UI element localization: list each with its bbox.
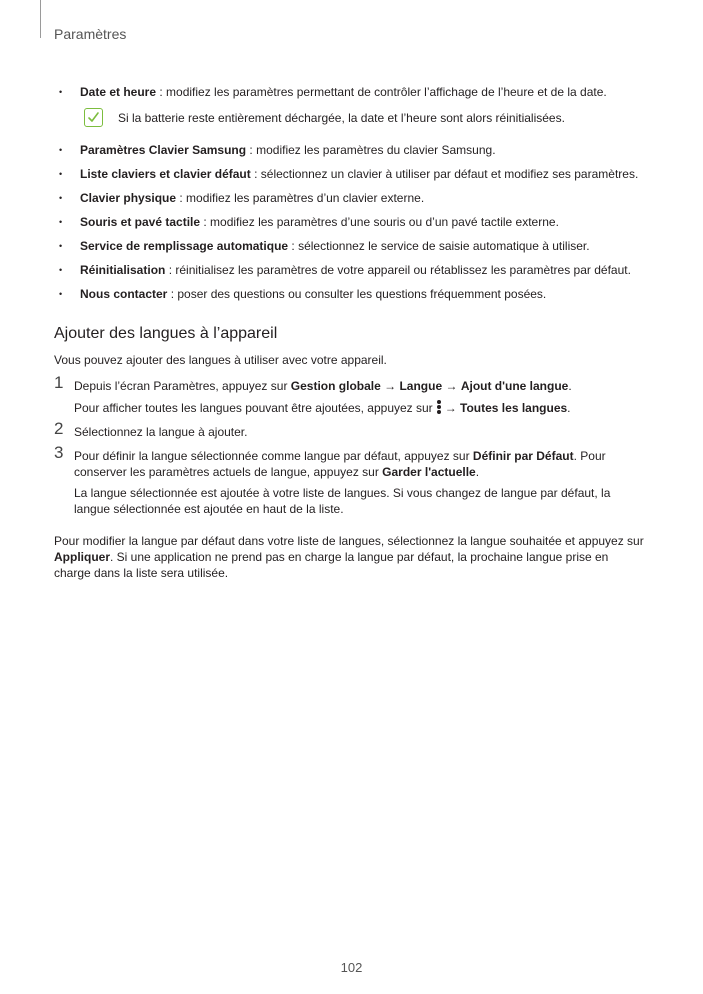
list-item — [54, 238, 648, 254]
list-item-desc: : réinitialisez les paramètres de votre appareil ou rétablissez les paramètres par défaut. — [165, 263, 631, 277]
list-item-desc: : poser des questions ou consulter les questions fréquemment posées. — [167, 287, 547, 301]
step-number: 1 — [54, 373, 64, 392]
step-3 — [54, 443, 648, 517]
list-item-desc: : modifiez les paramètres du clavier Samsung. — [246, 143, 496, 157]
list-item-term: Nous contacter — [80, 287, 168, 301]
list-item — [54, 166, 648, 182]
closing-paragraph — [54, 533, 648, 581]
step-text-part: . — [568, 379, 572, 393]
list-item — [54, 190, 648, 206]
list-item — [54, 286, 648, 302]
arrow-icon: → — [444, 401, 461, 415]
arrow-icon: → — [442, 379, 461, 393]
menu-path-langue: Langue — [399, 379, 443, 393]
steps-list — [54, 373, 648, 517]
step-text-part: Pour afficher toutes les langues pouvant être ajoutées, appuyez sur — [74, 401, 433, 415]
header-rule — [40, 0, 41, 38]
step-text-part: . — [567, 401, 571, 415]
step-number: 3 — [54, 443, 64, 462]
option-garder-actuelle: Garder l'actuelle — [382, 465, 476, 479]
menu-path-ajout-langue: Ajout d'une langue — [460, 379, 569, 393]
settings-list-top — [54, 84, 648, 100]
closing-text-part: Pour modifier la langue par défaut dans votre liste de langues, sélectionnez la langue souhaitée et appuyez sur — [54, 534, 644, 548]
page-content — [54, 84, 648, 593]
section-heading: Ajouter des langues à l’appareil — [54, 325, 278, 342]
option-appliquer: Appliquer — [54, 550, 110, 564]
list-item-term: Date et heure — [80, 85, 157, 99]
more-options-icon — [436, 399, 442, 415]
page-number: 102 — [340, 960, 363, 975]
step-subtext: La langue sélectionnée est ajoutée à votre liste de langues. Si vous changez de langue par défaut, la langue sélectionnée est ajoutée en haut de la liste. — [74, 486, 611, 516]
list-item — [54, 214, 648, 230]
menu-path-toutes-langues: Toutes les langues — [460, 401, 568, 415]
step-number: 2 — [54, 419, 64, 438]
list-item-desc: : modifiez les paramètres d’une souris ou d’un pavé tactile externe. — [200, 215, 559, 229]
list-item-desc: : sélectionnez le service de saisie automatique à utiliser. — [288, 239, 590, 253]
list-item — [54, 262, 648, 278]
step-text-part: Depuis l’écran Paramètres, appuyez sur — [74, 379, 291, 393]
step-text: Sélectionnez la langue à ajouter. — [74, 425, 248, 439]
list-item-term: Souris et pavé tactile — [80, 215, 201, 229]
step-text-part: . — [475, 465, 480, 479]
settings-list — [54, 142, 648, 302]
list-item-term: Liste claviers et clavier défaut — [80, 167, 251, 181]
list-item — [54, 142, 648, 158]
arrow-icon: → — [380, 379, 400, 393]
step-text-part: . Pour conserver les paramètres actuels de langue, appuyez sur — [74, 449, 606, 479]
step-text — [74, 448, 648, 480]
note-text: Si la batterie reste entièrement déchargée, la date et l’heure sont alors réinitialisées. — [118, 111, 565, 125]
list-item-desc: : modifiez les paramètres d’un clavier externe. — [176, 191, 425, 205]
list-item-desc: : modifiez les paramètres permettant de contrôler l’affichage de l’heure et de la date. — [156, 85, 607, 99]
page-header-title: Paramètres — [54, 26, 127, 42]
step-2 — [54, 419, 648, 440]
list-item-term: Service de remplissage automatique — [80, 239, 289, 253]
list-item — [54, 84, 648, 100]
step-subtext — [74, 399, 648, 416]
step-1 — [54, 373, 648, 416]
step-text — [74, 378, 648, 394]
note-check-icon — [84, 108, 103, 127]
list-item-desc: : sélectionnez un clavier à utiliser par défaut et modifiez ses paramètres. — [250, 167, 639, 181]
section-intro: Vous pouvez ajouter des langues à utiliser avec votre appareil. — [54, 353, 387, 367]
note-box — [54, 109, 648, 129]
list-item-term: Réinitialisation — [80, 263, 166, 277]
list-item-term: Paramètres Clavier Samsung — [80, 143, 247, 157]
step-text-part: Pour définir la langue sélectionnée comme langue par défaut, appuyez sur — [74, 449, 473, 463]
menu-path-gestion-globale: Gestion globale — [290, 379, 381, 393]
closing-text-part: . Si une application ne prend pas en charge la langue par défaut, la prochaine langue prise en charge dans la liste sera utilisée. — [54, 550, 609, 580]
option-definir-par-defaut: Définir par Défaut — [472, 449, 574, 463]
list-item-term: Clavier physique — [80, 191, 177, 205]
